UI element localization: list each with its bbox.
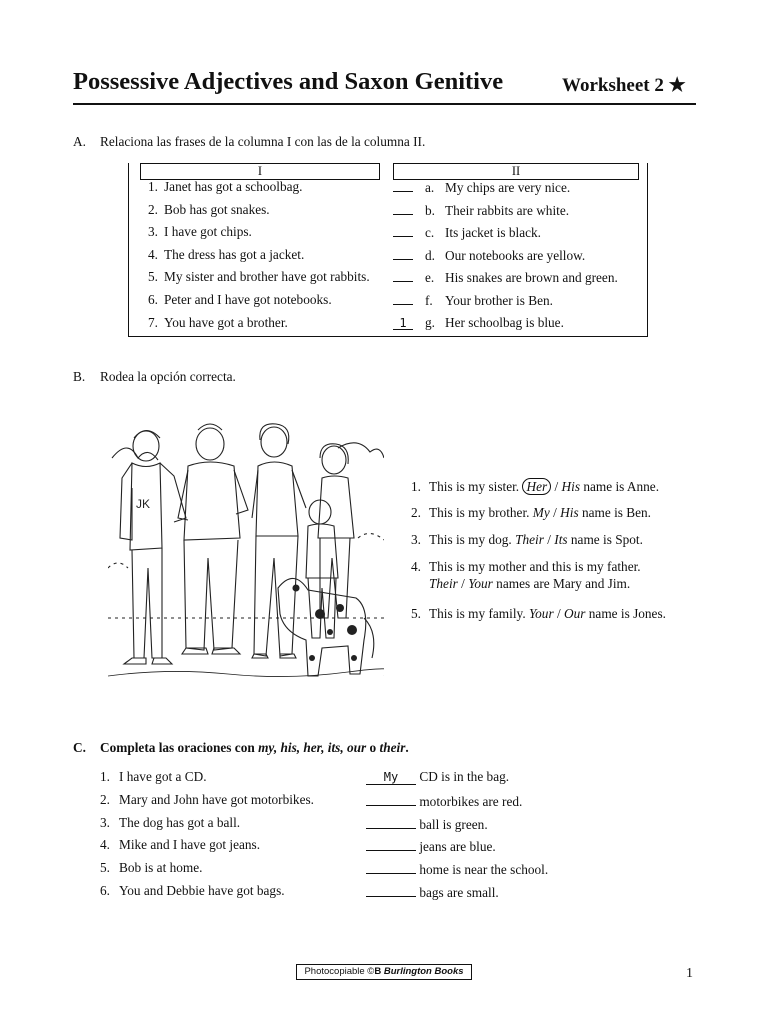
completion-answer bbox=[366, 792, 522, 810]
answer-blank[interactable] bbox=[393, 269, 413, 282]
item-number: 4. bbox=[148, 246, 158, 262]
item-number: 4. bbox=[411, 559, 421, 574]
sentence-rest: ball is green. bbox=[419, 816, 488, 832]
completion-sentence bbox=[100, 837, 260, 853]
page-number: 1 bbox=[686, 966, 693, 981]
mother-figure-icon bbox=[252, 424, 306, 658]
answer-blank[interactable] bbox=[366, 815, 416, 829]
page-title: Possessive Adjectives and Saxon Genitive bbox=[73, 68, 504, 95]
sentence-text: Its jacket is black. bbox=[445, 225, 541, 241]
sentence-text: The dress has got a jacket. bbox=[164, 246, 305, 262]
sentence-rest: bags are small. bbox=[419, 885, 499, 900]
svg-text:JK: JK bbox=[136, 497, 151, 511]
sentence-rest: home is near the school. bbox=[419, 862, 549, 878]
column-2-row bbox=[393, 179, 570, 196]
completion-answer bbox=[366, 860, 548, 878]
column-2-row bbox=[393, 315, 564, 331]
sentence-text: Our notebooks are yellow. bbox=[445, 247, 586, 263]
choice-item bbox=[411, 504, 651, 521]
sentence-end: name is Jones. bbox=[588, 606, 666, 621]
sentence-end: name is Spot. bbox=[570, 532, 643, 547]
column-2-row bbox=[393, 247, 585, 264]
option-2[interactable]: His bbox=[560, 505, 579, 520]
completion-sentence bbox=[100, 769, 207, 785]
sentence-text: This is my sister. bbox=[429, 479, 520, 494]
choice-item bbox=[411, 558, 641, 592]
column-1-row bbox=[140, 202, 270, 218]
sentence-text: Your brother is Ben. bbox=[445, 293, 553, 308]
sentence-rest: CD is in the bag. bbox=[419, 769, 510, 784]
section-c-words: my, his, her, its, our bbox=[258, 740, 367, 755]
answer-blank[interactable] bbox=[393, 247, 413, 260]
item-number: 2. bbox=[100, 791, 110, 807]
dalmatian-dog-icon bbox=[278, 578, 374, 676]
sentence-text: This is my dog. bbox=[429, 532, 512, 547]
item-letter: b. bbox=[425, 202, 435, 218]
sentence-end: names are Mary and Jim. bbox=[496, 576, 631, 591]
sentence-text: His snakes are brown and green. bbox=[445, 270, 618, 286]
sentence-text: Mike and I have got jeans. bbox=[119, 837, 261, 853]
item-letter: f. bbox=[425, 293, 433, 308]
item-number: 1. bbox=[148, 179, 158, 194]
section-a-text: Relaciona las frases de la columna I con las de la columna II. bbox=[100, 134, 426, 149]
column-2-row bbox=[393, 202, 569, 219]
sentence-end: name is Ben. bbox=[581, 505, 652, 520]
sentence-text: My chips are very nice. bbox=[445, 180, 571, 195]
item-number: 6. bbox=[100, 883, 110, 898]
sentence-end: name is Anne. bbox=[583, 479, 660, 494]
option-separator: / bbox=[556, 606, 561, 621]
item-number: 4. bbox=[100, 837, 110, 853]
column-1-row bbox=[140, 224, 252, 240]
column-1-row bbox=[140, 179, 302, 195]
section-a-instruction bbox=[73, 134, 425, 150]
section-c-instruction bbox=[73, 740, 409, 756]
choice-item bbox=[411, 605, 666, 622]
sentence-text: Peter and I have got notebooks. bbox=[164, 292, 332, 307]
sentence-rest: motorbikes are red. bbox=[419, 793, 523, 809]
answer-blank[interactable] bbox=[366, 792, 416, 806]
item-number: 1. bbox=[411, 479, 421, 494]
answer-blank[interactable] bbox=[393, 224, 413, 237]
completion-sentence bbox=[100, 860, 202, 876]
column-1-row bbox=[140, 292, 332, 308]
sentence-text: This is my family. bbox=[429, 606, 526, 621]
option-1[interactable]: Their bbox=[515, 532, 544, 547]
option-separator: / bbox=[553, 505, 557, 520]
item-number: 1. bbox=[100, 769, 110, 784]
sentence-text: Mary and John have got motorbikes. bbox=[119, 791, 314, 807]
option-separator: / bbox=[461, 576, 465, 591]
section-a-letter: A. bbox=[73, 134, 86, 149]
completion-answer bbox=[366, 837, 496, 855]
option-2[interactable]: Your bbox=[468, 576, 493, 591]
choice-item bbox=[411, 531, 643, 548]
photocopiable-label: Photocopiable © bbox=[304, 966, 375, 977]
completion-answer bbox=[366, 883, 499, 901]
answer-blank[interactable] bbox=[366, 860, 416, 874]
column-2-row bbox=[393, 224, 541, 241]
item-number: 7. bbox=[148, 314, 158, 330]
option-1[interactable]: My bbox=[532, 505, 550, 520]
answer-blank[interactable]: My bbox=[366, 771, 416, 785]
column-1-row bbox=[140, 269, 370, 285]
item-number: 3. bbox=[411, 532, 421, 547]
father-figure-icon bbox=[178, 424, 248, 654]
boy-figure-icon bbox=[120, 431, 186, 665]
sentence-text: Bob has got snakes. bbox=[164, 201, 270, 217]
section-c-text-mid: o bbox=[366, 740, 380, 755]
section-c-text-end: . bbox=[405, 740, 409, 755]
completion-answer bbox=[366, 815, 488, 833]
sentence-text: I have got a CD. bbox=[119, 769, 207, 784]
item-letter: g. bbox=[425, 314, 435, 330]
option-separator: / bbox=[547, 532, 551, 547]
item-number: 3. bbox=[100, 814, 110, 830]
completion-answer bbox=[366, 769, 509, 785]
column-2-row bbox=[393, 292, 553, 309]
sentence-text: You and Debbie have got bags. bbox=[119, 883, 285, 898]
sentence-text: Janet has got a schoolbag. bbox=[164, 179, 303, 194]
sentence-text: My sister and brother have got rabbits. bbox=[164, 269, 370, 285]
family-illustration bbox=[108, 418, 384, 688]
section-b-instruction bbox=[73, 369, 236, 385]
section-c-last-word: their bbox=[379, 740, 406, 755]
sentence-text: Bob is at home. bbox=[119, 860, 203, 876]
option-2[interactable]: His bbox=[561, 479, 580, 494]
option-separator: / bbox=[554, 479, 559, 494]
item-letter: a. bbox=[425, 180, 435, 195]
answer-blank[interactable] bbox=[393, 292, 413, 305]
sentence-text: Their rabbits are white. bbox=[445, 202, 570, 218]
completion-sentence bbox=[100, 883, 285, 899]
column-2-header: II bbox=[393, 163, 639, 180]
option-2[interactable]: Its bbox=[554, 532, 568, 547]
sentence-rest: jeans are blue. bbox=[419, 839, 496, 855]
item-number: 5. bbox=[411, 606, 421, 621]
sentence-text: This is my mother and this is my father. bbox=[429, 559, 641, 574]
column-1-row bbox=[140, 315, 288, 331]
item-number: 6. bbox=[148, 292, 158, 307]
item-number: 5. bbox=[100, 860, 110, 876]
publisher-name: Burlington Books bbox=[383, 966, 464, 977]
column-2-row bbox=[393, 269, 618, 286]
option-1[interactable]: Your bbox=[528, 606, 554, 621]
answer-blank[interactable]: 1 bbox=[393, 317, 413, 330]
sentence-text: Her schoolbag is blue. bbox=[445, 314, 564, 330]
option-1[interactable]: Their bbox=[429, 576, 458, 591]
sentence-text: This is my brother. bbox=[429, 505, 530, 520]
option-1[interactable]: Her bbox=[522, 478, 551, 495]
item-number: 3. bbox=[148, 224, 158, 240]
item-letter: c. bbox=[425, 225, 435, 241]
answer-blank[interactable] bbox=[393, 202, 413, 215]
completion-sentence bbox=[100, 815, 240, 831]
section-c-letter: C. bbox=[73, 740, 86, 755]
item-letter: d. bbox=[425, 247, 435, 263]
sentence-text: You have got a brother. bbox=[164, 314, 288, 330]
worksheet-label: Worksheet 2 ★ bbox=[562, 75, 686, 96]
copyright-footer bbox=[296, 964, 472, 980]
sentence-text: I have got chips. bbox=[164, 224, 252, 240]
item-letter: e. bbox=[425, 270, 435, 286]
section-b-letter: B. bbox=[73, 369, 86, 384]
item-number: 2. bbox=[148, 201, 158, 217]
title-rule bbox=[73, 103, 696, 105]
answer-blank[interactable] bbox=[393, 179, 413, 192]
sentence-text: The dog has got a ball. bbox=[119, 814, 241, 830]
section-b-text: Rodea la opción correcta. bbox=[100, 369, 236, 384]
item-number: 5. bbox=[148, 269, 158, 285]
column-1-row bbox=[140, 247, 304, 263]
publisher-logo-icon: B bbox=[374, 966, 382, 977]
completion-sentence bbox=[100, 792, 314, 808]
item-number: 2. bbox=[411, 505, 421, 520]
section-c-text-pre: Completa las oraciones con bbox=[100, 740, 259, 755]
option-2[interactable]: Our bbox=[564, 606, 586, 621]
answer-blank[interactable] bbox=[366, 883, 416, 897]
column-1-header: I bbox=[140, 163, 380, 180]
answer-blank[interactable] bbox=[366, 837, 416, 851]
choice-item bbox=[411, 478, 659, 495]
